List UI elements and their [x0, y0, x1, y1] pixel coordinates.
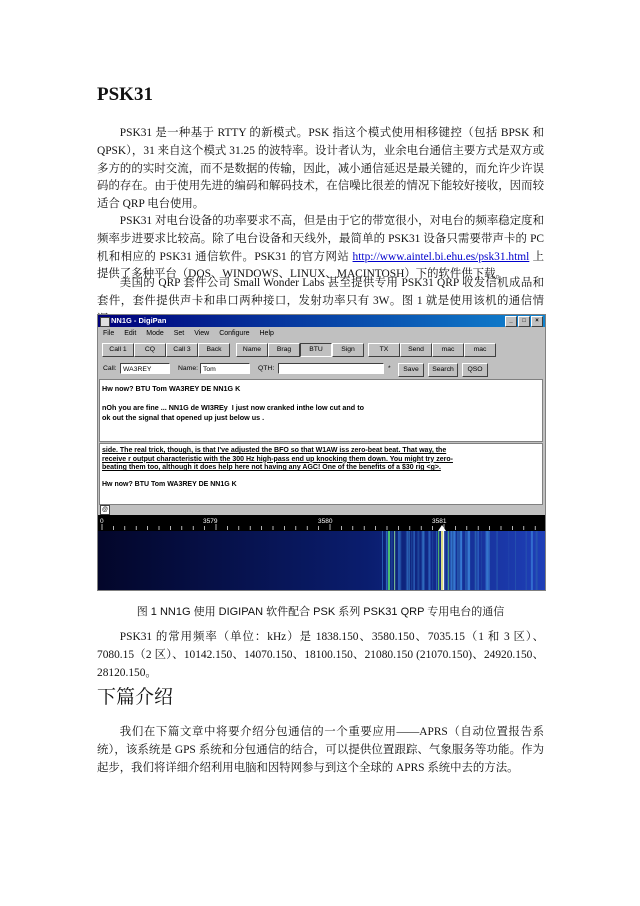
menu-file[interactable]: File [103, 330, 115, 337]
scale-label-3579: 3579 [203, 518, 218, 525]
signal-trace [436, 531, 437, 590]
menu-view[interactable]: View [194, 330, 210, 337]
signal-trace [400, 531, 401, 590]
send-button[interactable]: Send [400, 343, 432, 357]
signal-trace [489, 531, 490, 590]
tx-line-2: receive r output characteristic with the 300 Hz high-pass end up knocking them down. You might try zero- [102, 455, 453, 463]
app-icon [100, 317, 110, 327]
name-button[interactable]: Name [236, 343, 268, 357]
paragraph-next: 我们在下篇文章中将要介绍分包通信的一个重要应用——APRS（自动位置报告系统），该系统是 GPS 系统和分包通信的结合，可以提供位置跟踪、气象服务等功能。作为起步，我们将详细介绍利用电脑和因特网参与到这个全球的 APRS 系统中去的方法。 [97, 726, 544, 774]
signal-trace [526, 531, 528, 590]
station-fields [98, 361, 545, 378]
signal-trace [453, 531, 455, 590]
mac-button-1[interactable]: mac [432, 343, 464, 357]
name-label: Name: [178, 365, 199, 372]
frequency-scale [98, 515, 545, 531]
sign-button[interactable]: Sign [332, 343, 364, 357]
signal-trace [536, 531, 537, 590]
call-label: Call: [103, 365, 117, 372]
signal-trace [391, 531, 393, 590]
paragraph-equipment-tail: 上提供了多种平台（DOS、WINDOWS、LINUX、MACINTOSH）下的软件供下载。 [97, 250, 544, 281]
page-title: PSK31 [97, 84, 153, 105]
signal-trace [433, 531, 434, 590]
qth-input[interactable] [278, 363, 384, 374]
call3-button[interactable]: Call 3 [166, 343, 198, 357]
window-controls [504, 316, 543, 328]
signal-trace [388, 531, 390, 590]
transmit-pane[interactable] [99, 443, 543, 505]
status-icon: @ [101, 507, 109, 513]
brag-button[interactable]: Brag [268, 343, 300, 357]
signal-trace [406, 531, 407, 590]
signal-trace [408, 531, 410, 590]
signal-trace [417, 531, 419, 590]
official-site-link[interactable]: http://www.aintel.bi.ehu.es/psk31.html [352, 250, 530, 263]
waterfall-display[interactable] [98, 531, 545, 590]
signal-trace [475, 531, 476, 590]
signal-trace [515, 531, 516, 590]
signal-trace [481, 531, 482, 590]
tx-line-4: Hw now? BTU Tom WA3REY DE NN1G K [102, 480, 237, 488]
signal-trace [382, 531, 383, 590]
signal-trace [443, 531, 444, 590]
scale-label-0: 0 [100, 518, 104, 525]
digipan-screenshot [97, 314, 546, 591]
signal-trace [487, 531, 488, 590]
cq-button[interactable]: CQ [134, 343, 166, 357]
close-icon[interactable]: × [531, 316, 543, 327]
paragraph-intro: PSK31 是一种基于 RTTY 的新模式。PSK 指这个模式使用相移键控（包括 BPSK 和 QPSK），31 来自这个模式 31.25 的波特率。设计者认为，业余电台通信主要方式是双方或多方的的实时交流，而不是数据的传输，因此，减小通信延迟是最关键的，而允许少许误码的存在。由于使用先进的编码和解码技术，在信噪比很差的情况下能较好接收，因而较适合 QRP 电台使用。 [97, 127, 544, 211]
paragraph-equipment [97, 213, 544, 284]
mac-button-2[interactable]: mac [464, 343, 496, 357]
signal-trace [411, 531, 412, 590]
figure-caption: 图 1 NN1G 使用 DIGIPAN 软件配合 PSK 系列 PSK31 QRP 专用电台的通信 [136, 606, 505, 618]
signal-trace [465, 531, 466, 590]
paragraph-equipment-text: PSK31 对电台设备的功率要求不高，但是由于它的带宽很小，对电台的频率稳定度和频率步进要求比较高。除了电台设备和天线外，最简单的 PSK31 设备只需要带声卡的 PC 机和相应的 PSK31 通信软件。PSK31 的官方网站 [97, 215, 544, 263]
menu-bar [98, 328, 545, 339]
signal-trace [428, 531, 430, 590]
menu-configure[interactable]: Configure [219, 330, 250, 337]
signal-trace [458, 531, 459, 590]
menu-help[interactable]: Help [259, 330, 274, 337]
scale-label-3580: 3580 [318, 518, 333, 525]
signal-trace [508, 531, 509, 590]
waterfall-svg [98, 531, 545, 590]
signal-trace [394, 531, 395, 590]
menu-set[interactable]: Set [173, 330, 185, 337]
signal-trace [399, 531, 401, 590]
call-input[interactable]: WA3REY [120, 363, 170, 374]
signal-trace [451, 531, 452, 590]
signal-trace [438, 531, 439, 590]
signal-trace [478, 531, 479, 590]
dot-indicator: * [388, 365, 391, 372]
macro-toolbar [98, 341, 545, 359]
section-title: 下篇介绍 [97, 686, 174, 708]
signal-trace [448, 531, 449, 590]
name-input[interactable]: Tom [200, 363, 250, 374]
tx-spacer [102, 473, 540, 481]
signal-trace [422, 531, 424, 590]
receive-pane[interactable]: Hw now? BTU Tom WA3REY DE NN1G K nOh you are fine ... NN1G de WI3REy I just now cranked inthe low cut and to ok out the signal that opened up just below us . [99, 379, 543, 442]
call1-button[interactable]: Call 1 [102, 343, 134, 357]
btu-button[interactable]: BTU [300, 343, 332, 357]
signal-trace [460, 531, 461, 590]
signal-trace [496, 531, 498, 590]
window-titlebar [98, 315, 545, 327]
qth-label: QTH: [258, 365, 275, 372]
signal-trace [486, 531, 487, 590]
menu-mode[interactable]: Mode [146, 330, 164, 337]
minimize-icon[interactable]: _ [505, 316, 517, 327]
scale-ticks [98, 515, 545, 531]
save-button[interactable]: Save [398, 363, 424, 377]
back-button[interactable]: Back [198, 343, 230, 357]
paragraph-kit: 美国的 QRP 套件公司 Small Wonder Labs 甚至提供专用 PSK31 QRP 收发信机成品和套件，套件提供声卡和串口两种接口，发射功率只有 3W。图 1 就是使用该机的通信情 [97, 277, 544, 307]
window-title: NN1G - DigiPan [111, 316, 167, 325]
maximize-icon[interactable]: □ [518, 316, 530, 327]
signal-trace [461, 531, 462, 590]
signal-trace [531, 531, 533, 590]
paragraph-frequencies: PSK31 的常用频率（单位：kHz）是 1838.150、3580.150、7035.15（1 和 3 区）、7080.15（2 区）、10142.150、14070.150、18100.150、21080.150 (21070.150)、24920.150、28120.150。 [97, 631, 544, 679]
qso-button[interactable]: QSO [462, 363, 488, 377]
menu-edit[interactable]: Edit [124, 330, 137, 337]
signal-trace [468, 531, 470, 590]
search-button[interactable]: Search [428, 363, 458, 377]
signal-trace [414, 531, 415, 590]
tx-button[interactable]: TX [368, 343, 400, 357]
tx-line-1: side. The real trick, though, is that I've adjusted the BFO so that W1AW iss zero-beat beat. That way, the [102, 447, 447, 454]
scale-label-3581: 3581 [432, 518, 447, 525]
signal-trace [445, 531, 446, 590]
tx-line-3: beating them too, although it does help here not having any AGC! One of the benefits of a $30 rig <g>. [102, 464, 441, 472]
signal-trace [387, 531, 388, 590]
